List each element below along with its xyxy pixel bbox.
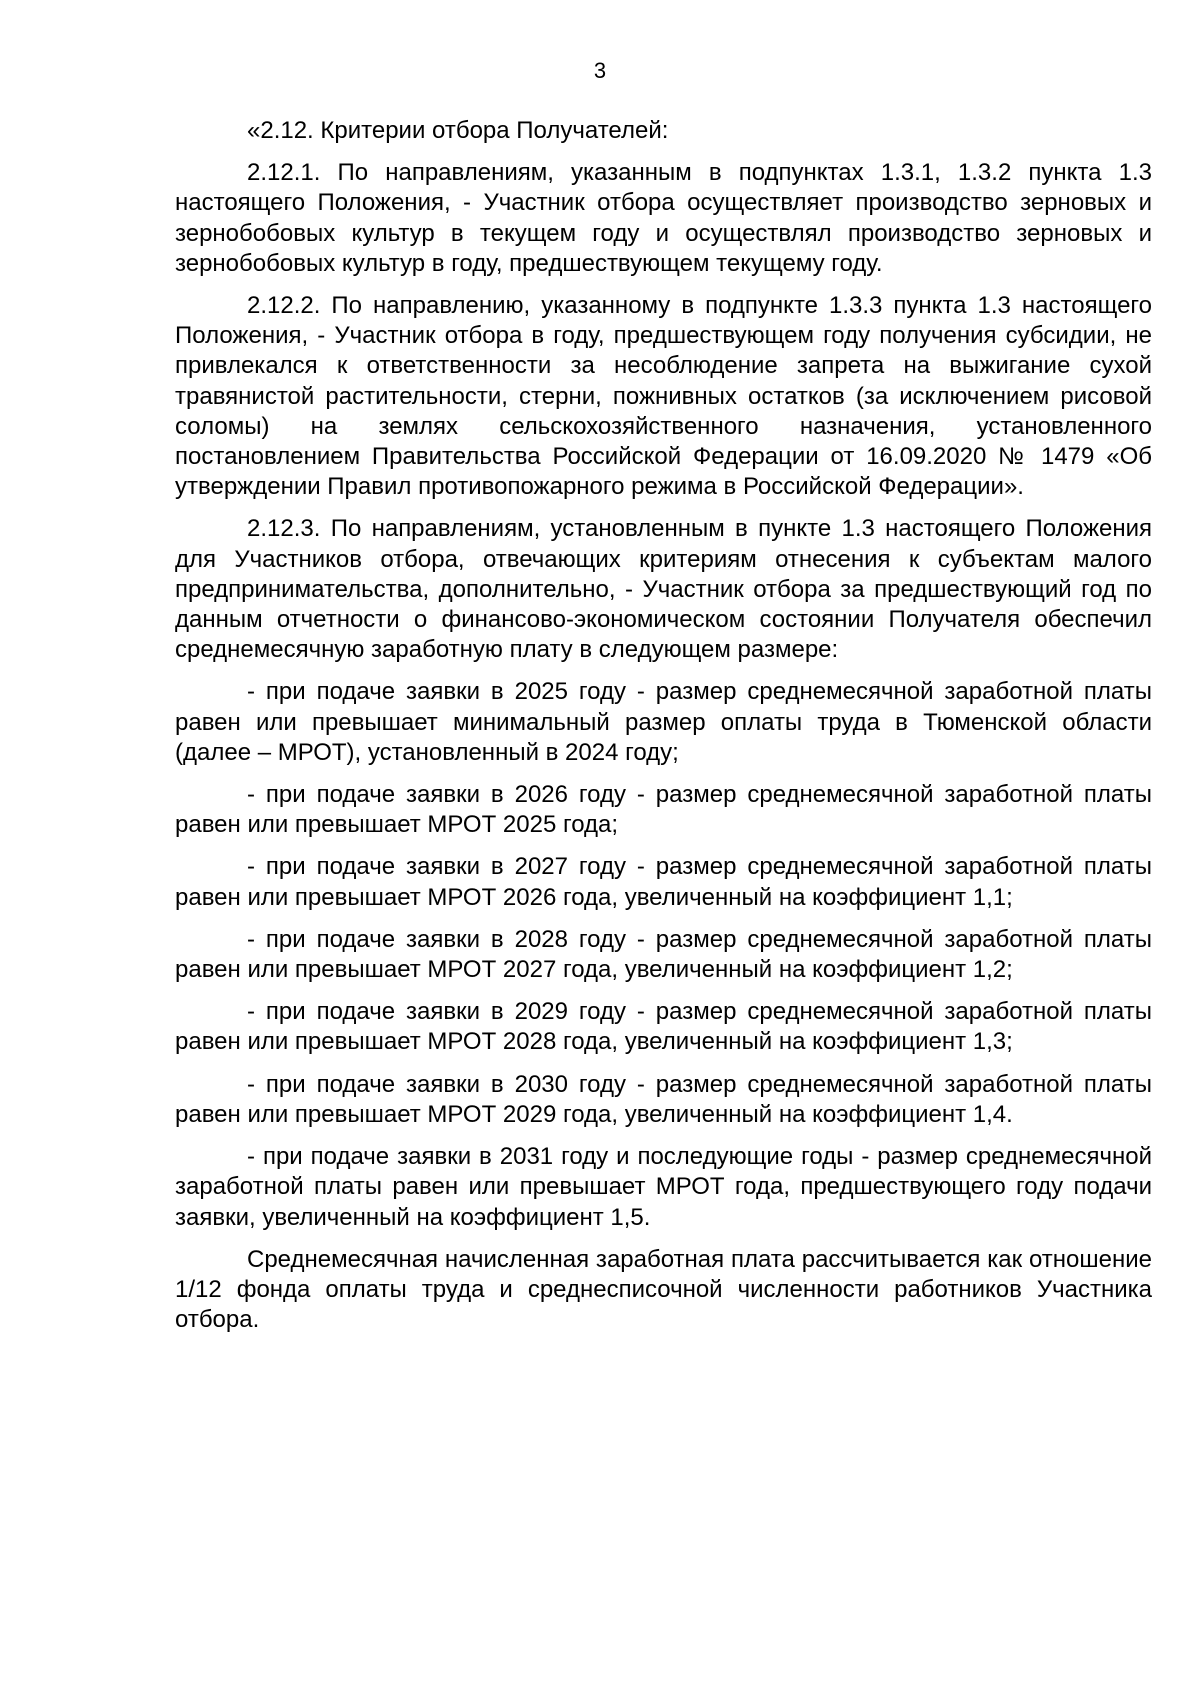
section-heading-2-12: «2.12. Критерии отбора Получателей:	[247, 117, 669, 144]
list-item-2028: - при подаче заявки в 2028 году - размер среднемесячной заработной платы равен или превышает МРОТ 2027 года, увеличенный на коэффициент 1,2;	[175, 925, 1152, 984]
paragraph-average-salary: Среднемесячная начисленная заработная плата рассчитывается как отношение 1/12 фонда оплаты труда и среднесписочной численности работников Участника отбора.	[175, 1245, 1152, 1334]
page-number: 3	[593, 58, 607, 83]
list-item-2025: - при подаче заявки в 2025 году - размер среднемесячной заработной платы равен или превышает минимальный размер оплаты труда в Тюменской области (далее – МРОТ), установленный в 2024 году;	[175, 678, 1152, 766]
paragraph-2-12-3: 2.12.3. По направлениям, установленным в пункте 1.3 настоящего Положения для Участников отбора, отвечающих критериям отнесения к субъектам малого предпринимательства, дополнительно, - Участник отбора за предшествующий год по данным отчетности о финансово-экономическом состоянии Получателя обеспечил среднемесячную заработную плату в следующем размере:	[175, 515, 1152, 664]
list-item-2029: - при подаче заявки в 2029 году - размер среднемесячной заработной платы равен или превышает МРОТ 2028 года, увеличенный на коэффициент 1,3;	[175, 998, 1152, 1056]
list-item-2027: - при подаче заявки в 2027 году - размер среднемесячной заработной платы равен или превышает МРОТ 2026 года, увеличенный на коэффициент 1,1;	[175, 853, 1152, 911]
list-item-2026: - при подаче заявки в 2026 году - размер среднемесячной заработной платы равен или превышает МРОТ 2025 года;	[175, 781, 1152, 839]
list-item-2031: - при подаче заявки в 2031 году и последующие годы - размер среднемесячной заработной платы равен или превышает МРОТ года, предшествующего году подачи заявки, увеличенный на коэффициент 1,5.	[175, 1143, 1152, 1231]
paragraph-2-12-2: 2.12.2. По направлению, указанному в подпункте 1.3.3 пункта 1.3 настоящего Положения, - Участник отбора в году, предшествующем году получения субсидии, не привлекался к ответственности за несоблюдение запрета на выжигание сухой травянистой растительности, стерни, пожнивных остатков (за исключением рисовой соломы) на землях сельскохозяйственного назначения, установленного постановлением Правительства Российской Федерации от 16.09.2020 № 1479 «Об утверждении Правил противопожарного режима в Российской Федерации».	[175, 292, 1152, 501]
document-body	[175, 116, 1152, 1347]
list-item-2030: - при подаче заявки в 2030 году - размер среднемесячной заработной платы равен или превышает МРОТ 2029 года, увеличенный на коэффициент 1,4.	[175, 1070, 1152, 1128]
paragraph-2-12-1: 2.12.1. По направлениям, указанным в подпунктах 1.3.1, 1.3.2 пункта 1.3 настоящего Положения, - Участник отбора осуществляет производство зерновых и зернобобовых культур в текущем году и осуществлял производство зерновых и зернобобовых культур в году, предшествующем текущему году.	[175, 159, 1152, 277]
